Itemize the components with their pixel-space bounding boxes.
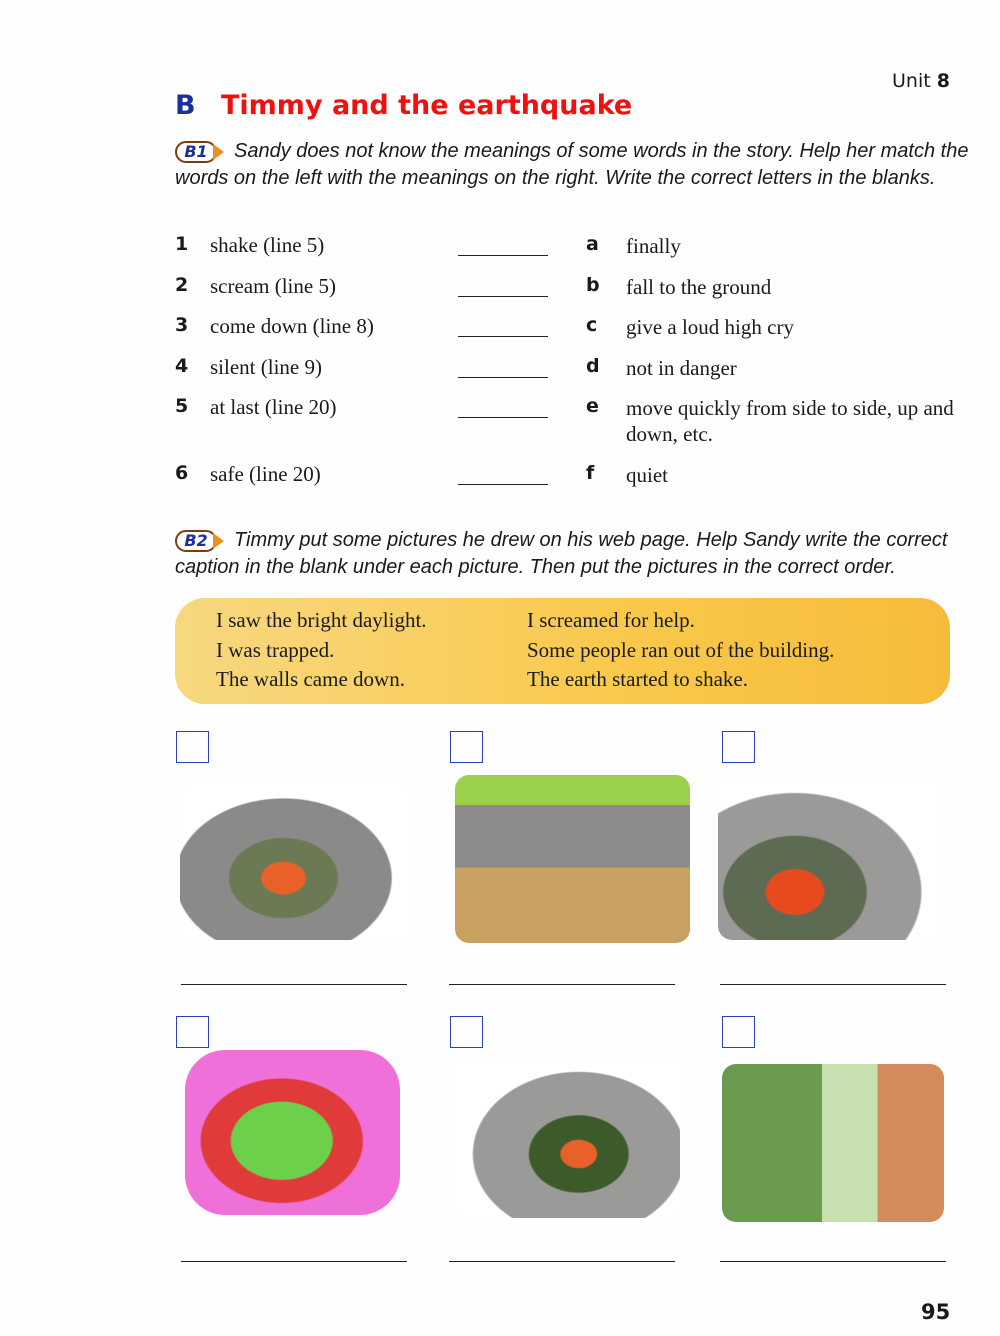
caption-blank[interactable] — [720, 984, 946, 985]
order-checkbox[interactable] — [722, 1016, 755, 1048]
illustration-people-running — [455, 775, 690, 943]
b1-badge: B1 — [175, 141, 217, 163]
play-arrow-icon — [213, 144, 224, 160]
section-letter: B — [175, 90, 196, 121]
item-number: 2 — [175, 274, 189, 296]
caption-option: Some people ran out of the building. — [527, 637, 835, 662]
caption-blank[interactable] — [449, 984, 675, 985]
caption-blank[interactable] — [181, 1261, 407, 1262]
item-number: 3 — [175, 314, 189, 336]
match-row — [175, 314, 965, 342]
match-row — [175, 233, 965, 261]
illustration-trapped-under-rubble — [180, 785, 410, 940]
item-number: 6 — [175, 462, 189, 484]
unit-text: Unit — [892, 70, 931, 92]
meaning-letter: a — [586, 233, 599, 255]
caption-column-left — [216, 606, 427, 695]
b1-instruction — [175, 138, 990, 192]
unit-number: 8 — [936, 70, 950, 92]
word: silent (line 9) — [210, 355, 322, 379]
order-checkbox[interactable] — [450, 1016, 483, 1048]
match-row — [175, 462, 965, 490]
meaning-letter: f — [586, 462, 595, 484]
meaning: not in danger — [626, 356, 737, 380]
illustration-screaming — [455, 1058, 680, 1218]
illustration-earth-shaking — [185, 1050, 400, 1215]
page-number: 95 — [921, 1300, 951, 1324]
order-checkbox[interactable] — [176, 731, 209, 763]
meaning-letter: c — [586, 314, 598, 336]
item-number: 1 — [175, 233, 189, 255]
meaning: fall to the ground — [626, 275, 772, 299]
order-checkbox[interactable] — [176, 1016, 209, 1048]
word: shake (line 5) — [210, 233, 325, 257]
caption-option: The walls came down. — [216, 667, 405, 691]
play-arrow-icon — [213, 533, 224, 549]
match-row — [175, 395, 965, 446]
caption-option: I was trapped. — [216, 637, 335, 662]
section-title: Timmy and the earthquake — [221, 90, 633, 121]
caption-blank[interactable] — [720, 1261, 946, 1262]
answer-blank[interactable] — [458, 255, 548, 256]
caption-column-right — [527, 606, 834, 695]
b2-instruction — [175, 527, 990, 581]
caption-blank[interactable] — [449, 1261, 675, 1262]
caption-box — [175, 598, 950, 704]
answer-blank[interactable] — [458, 336, 548, 337]
illustration-daylight — [718, 780, 938, 940]
b2-badge: B2 — [175, 530, 217, 552]
answer-blank[interactable] — [458, 377, 548, 378]
meaning-letter: b — [586, 274, 600, 296]
item-number: 5 — [175, 395, 189, 417]
order-checkbox[interactable] — [450, 731, 483, 763]
caption-option: I saw the bright daylight. — [216, 608, 427, 632]
word: come down (line 8) — [210, 314, 374, 338]
word: at last (line 20) — [210, 395, 337, 419]
meaning: finally — [626, 234, 681, 258]
b1-instruction-text: Sandy does not know the meanings of some words in the story. Help her match the words on the left with the meanings on the right. Write the correct letters in the blanks. — [175, 140, 969, 189]
meaning: quiet — [626, 463, 668, 487]
meaning: move quickly from side to side, up and down, etc. — [626, 396, 954, 446]
answer-blank[interactable] — [458, 417, 548, 418]
word: safe (line 20) — [210, 462, 321, 486]
order-checkbox[interactable] — [722, 731, 755, 763]
answer-blank[interactable] — [458, 484, 548, 485]
meaning-letter: e — [586, 395, 599, 417]
unit-label — [892, 70, 950, 92]
word: scream (line 5) — [210, 274, 336, 298]
match-row — [175, 355, 965, 383]
answer-blank[interactable] — [458, 296, 548, 297]
meaning-letter: d — [586, 355, 600, 377]
illustration-walls-falling — [722, 1064, 944, 1222]
caption-option: The earth started to shake. — [527, 667, 748, 691]
caption-blank[interactable] — [181, 984, 407, 985]
item-number: 4 — [175, 355, 189, 377]
caption-option: I screamed for help. — [527, 608, 695, 632]
match-row — [175, 274, 965, 302]
b2-instruction-text: Timmy put some pictures he drew on his web page. Help Sandy write the correct caption in the blank under each picture. Then put the pictures in the correct order. — [175, 529, 948, 578]
meaning: give a loud high cry — [626, 315, 794, 339]
